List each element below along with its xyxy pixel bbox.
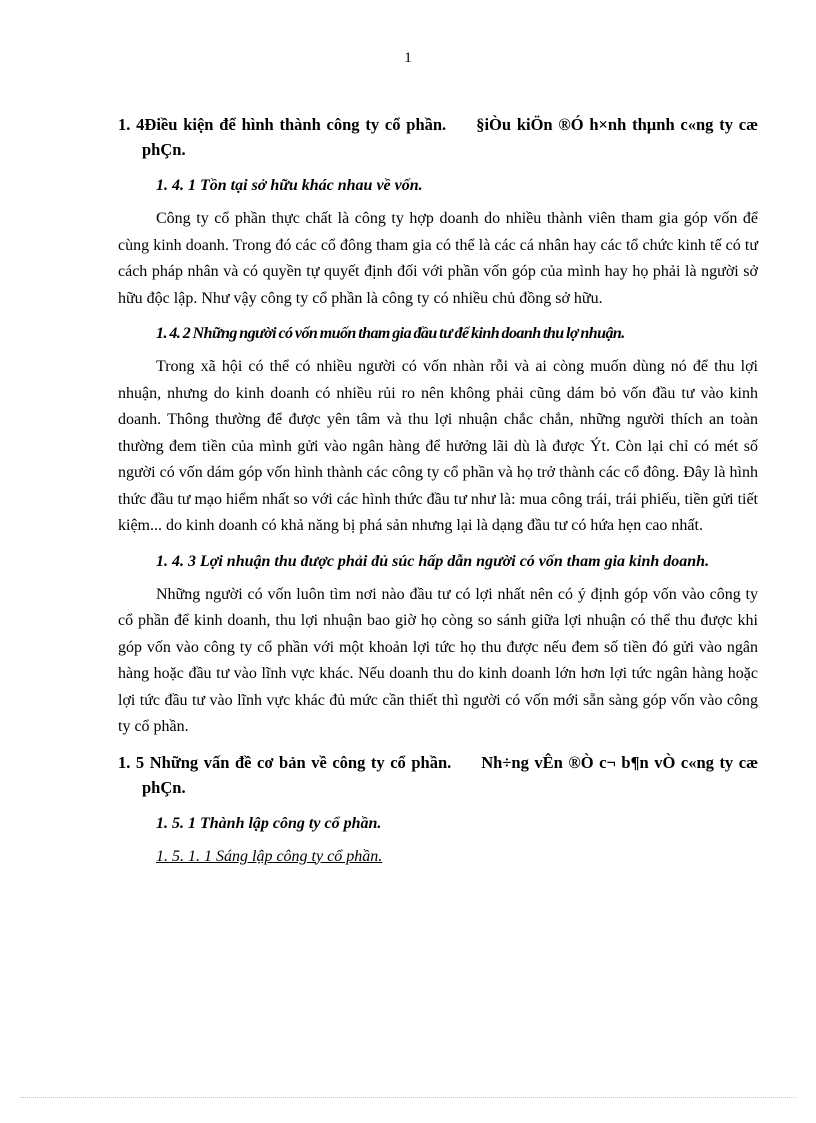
section-heading-1-4 xyxy=(118,112,758,162)
section-heading-1-5 xyxy=(118,750,758,800)
page-number: 1 xyxy=(404,50,412,66)
document-body xyxy=(118,112,758,869)
section-heading-1-4-garbled: §iÒu kiÖn ®Ó h×nh thµnh c«ng ty cæ phÇn. xyxy=(142,115,758,159)
subheading-1-4-2: 1. 4. 2 Những người có vốn muốn tham gia đầu tư để kinh doanh thu lợ nhuận. xyxy=(156,325,625,342)
section-heading-1-4-title: 1. 4Điều kiện để hình thành công ty cổ phần. xyxy=(118,115,447,134)
paragraph-1-4-1: Công ty cổ phần thực chất là công ty hợp doanh do nhiều thành viên tham gia góp vốn để cùng kinh doanh. Trong đó các cổ đông tham gia có thể là các cá nhân hay các tổ chức kinh tế có tư cách pháp nhân và có quyền tự quyết định đối với phần vốn góp của mình hay họ phải là người sở hữu độc lập. Như vậy công ty cổ phần là công ty có nhiều chủ đồng sở hữu. xyxy=(118,210,758,307)
section-heading-1-5-garbled: Nh÷ng vÊn ®Ò c¬ b¶n vÒ c«ng ty cæ phÇn. xyxy=(142,752,758,797)
subheading-1-5-1: 1. 5. 1 Thành lập công ty cổ phần. xyxy=(156,814,382,832)
page-bottom-divider xyxy=(20,1097,796,1098)
subheading-1-4-1: 1. 4. 1 Tồn tại sở hữu khác nhau về vốn. xyxy=(156,177,423,194)
section-heading-1-5-title: 1. 5 Những vấn đề cơ bản về công ty cổ phần. xyxy=(118,752,452,772)
subheading-1-5-1-1: 1. 5. 1. 1 Sáng lập công ty cổ phần. xyxy=(156,847,383,865)
subheading-1-4-3: 1. 4. 3 Lợi nhuận thu được phải đủ súc hấp dẫn người có vốn tham gia kinh doanh. xyxy=(156,552,710,570)
paragraph-1-4-3: Những người có vốn luôn tìm nơi nào đầu tư có lợi nhất nên có ý định góp vốn vào công ty cổ phần để kinh doanh, thu lợi nhuận bao giờ họ còng so sánh giữa lợi nhuận có thể thu được khi góp vốn vào công ty cổ phần với một khoản lợi tức họ thu được nếu đem số tiền đó gửi vào ngân hàng hoặc đầu tư vào lĩnh vực khác. Nếu doanh thu do kinh doanh lớn hơn lợi tức ngân hàng hoặc lợi tức đầu tư vào lĩnh vực khác đủ mức cần thiết thì người có vốn mới sẵn sàng góp vốn vào công ty cổ phần. xyxy=(118,585,758,735)
paragraph-1-4-2: Trong xã hội có thể có nhiều người có vốn nhàn rỗi và ai còng muốn dùng nó để thu lợi nhuận, nhưng do kinh doanh có nhiều rủi ro nên không phải cũng dám bỏ vốn đầu tư vào kinh doanh. Thông thường để được yên tâm và thu lợi nhuận chắc chắn, những người thích an toàn thường đem tiền của mình gửi vào ngân hàng để hưởng lãi dù là được Ýt. Còn lại chỉ có mét số người có vốn dám góp vốn hình thành các công ty cổ phần và họ trở thành các cổ đông. Đây là hình thức đầu tư mạo hiểm nhất so với các hình thức đầu tư như là: mua công trái, trái phiếu, tiền gửi tiết kiệm... do kinh doanh có khả năng bị phá sản nhưng lại là dạng đầu tư có hứa hẹn cao nhất. xyxy=(118,358,758,534)
